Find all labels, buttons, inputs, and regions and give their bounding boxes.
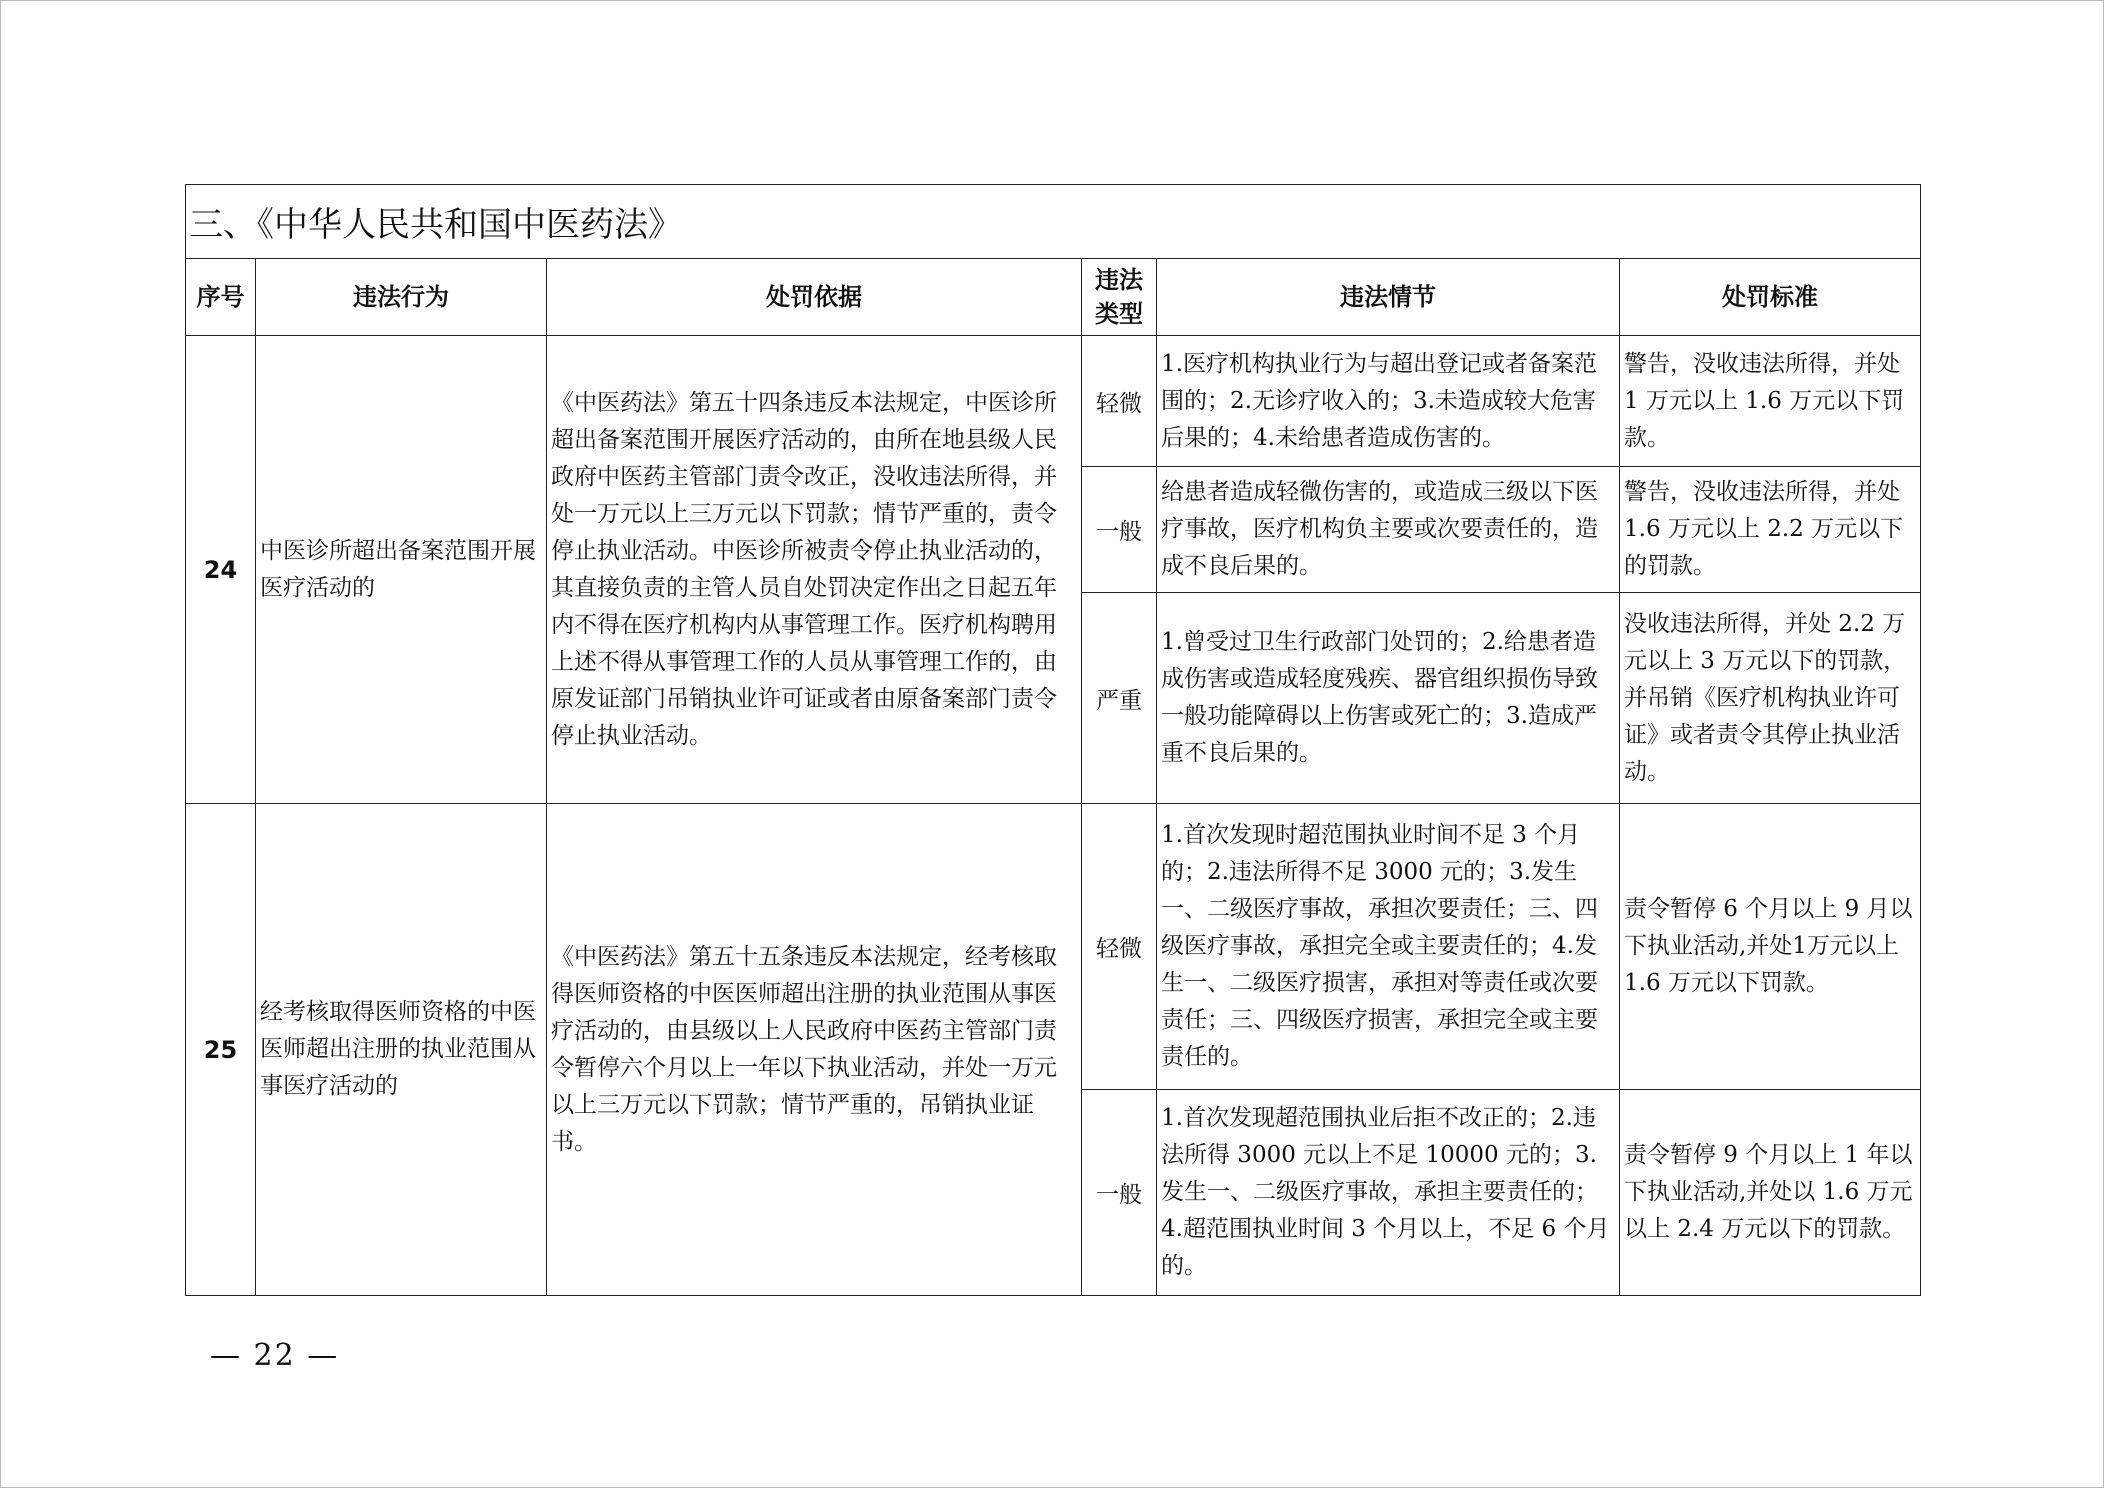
row-circumstance: 1.首次发现超范围执业后拒不改正的；2.违法所得 3000 元以上不足 10000 元的；3.发生一、二级医疗事故，承担主要责任的；4.超范围执业时间 3 个月以上，不足 6 个月的。 xyxy=(1157,1090,1620,1296)
row-standard: 责令暂停 6 个月以上 9 月以下执业活动,并处1万元以上 1.6 万元以下罚款。 xyxy=(1620,804,1921,1090)
row-behavior: 中医诊所超出备案范围开展医疗活动的 xyxy=(256,336,547,804)
section-title-row xyxy=(186,185,1921,259)
header-behavior: 违法行为 xyxy=(256,259,547,336)
row-circumstance: 1.曾受过卫生行政部门处罚的；2.给患者造成伤害或造成轻度残疾、器官组织损伤导致一般功能障碍以上伤害或死亡的；3.造成严重不良后果的。 xyxy=(1157,593,1620,804)
row-standard: 警告，没收违法所得，并处 1.6 万元以上 2.2 万元以下的罚款。 xyxy=(1620,467,1921,593)
table-row xyxy=(186,336,1921,467)
header-basis: 处罚依据 xyxy=(547,259,1082,336)
row-behavior: 经考核取得医师资格的中医医师超出注册的执业范围从事医疗活动的 xyxy=(256,804,547,1296)
row-standard: 没收违法所得，并处 2.2 万元以上 3 万元以下的罚款，并吊销《医疗机构执业许可证》或者责令其停止执业活动。 xyxy=(1620,593,1921,804)
page-number: — 22 — xyxy=(210,1338,340,1373)
section-title: 三、《中华人民共和国中医药法》 xyxy=(186,185,1921,259)
table-row xyxy=(186,804,1921,1090)
row-type: 一般 xyxy=(1082,1090,1157,1296)
row-standard: 警告，没收违法所得，并处 1 万元以上 1.6 万元以下罚款。 xyxy=(1620,336,1921,467)
row-number: 24 xyxy=(186,336,256,804)
row-number: 25 xyxy=(186,804,256,1296)
header-type xyxy=(1082,259,1157,336)
row-type: 一般 xyxy=(1082,467,1157,593)
row-circumstance: 1.首次发现时超范围执业时间不足 3 个月的；2.违法所得不足 3000 元的；3.发生一、二级医疗事故，承担次要责任；三、四级医疗事故，承担完全或主要责任的；4.发生一、二级医疗损害，承担对等责任或次要责任；三、四级医疗损害，承担完全或主要责任的。 xyxy=(1157,804,1620,1090)
row-type: 严重 xyxy=(1082,593,1157,804)
header-type-text: 违法类型 xyxy=(1095,266,1143,328)
table-header-row xyxy=(186,259,1921,336)
row-basis: 《中医药法》第五十四条违反本法规定，中医诊所超出备案范围开展医疗活动的，由所在地县级人民政府中医药主管部门责令改正，没收违法所得，并处一万元以上三万元以下罚款；情节严重的，责令停止执业活动。中医诊所被责令停止执业活动的，其直接负责的主管人员自处罚决定作出之日起五年内不得在医疗机构内从事管理工作。医疗机构聘用上述不得从事管理工作的人员从事管理工作的，由原发证部门吊销执业许可证或者由原备案部门责令停止执业活动。 xyxy=(547,336,1082,804)
header-no: 序号 xyxy=(186,259,256,336)
row-type: 轻微 xyxy=(1082,336,1157,467)
row-circumstance: 1.医疗机构执业行为与超出登记或者备案范围的；2.无诊疗收入的；3.未造成较大危害后果的；4.未给患者造成伤害的。 xyxy=(1157,336,1620,467)
header-standard: 处罚标准 xyxy=(1620,259,1921,336)
row-type: 轻微 xyxy=(1082,804,1157,1090)
row-standard: 责令暂停 9 个月以上 1 年以下执业活动,并处以 1.6 万元以上 2.4 万元以下的罚款。 xyxy=(1620,1090,1921,1296)
header-circumstance: 违法情节 xyxy=(1157,259,1620,336)
row-basis: 《中医药法》第五十五条违反本法规定，经考核取得医师资格的中医医师超出注册的执业范围从事医疗活动的，由县级以上人民政府中医药主管部门责令暂停六个月以上一年以下执业活动，并处一万元以上三万元以下罚款；情节严重的，吊销执业证书。 xyxy=(547,804,1082,1296)
row-circumstance: 给患者造成轻微伤害的，或造成三级以下医疗事故，医疗机构负主要或次要责任的，造成不良后果的。 xyxy=(1157,467,1620,593)
penalty-table xyxy=(185,184,1921,1296)
